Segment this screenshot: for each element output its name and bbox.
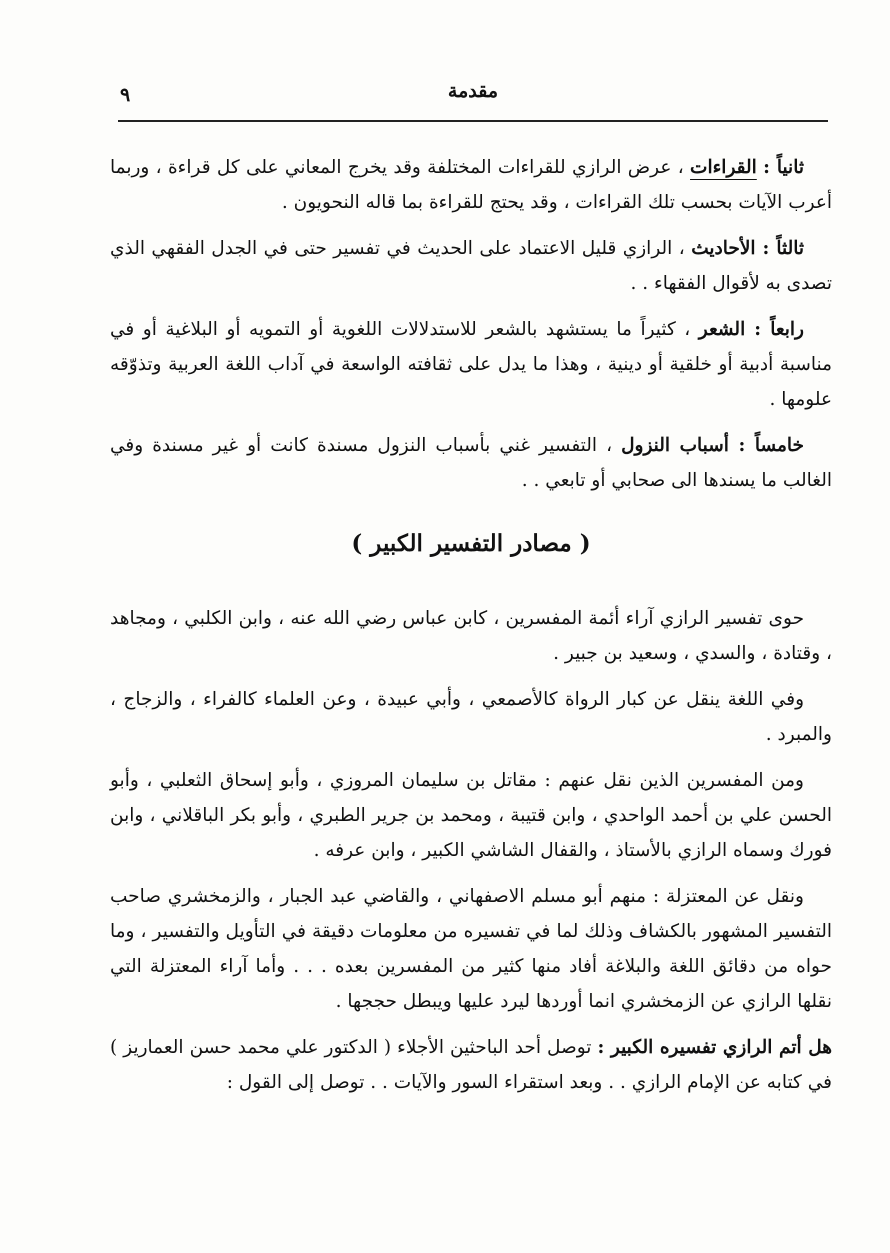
- paragraph-sources-mutazila: ونقل عن المعتزلة : منهم أبو مسلم الاصفهاني ، والقاضي عبد الجبار ، والزمخشري صاحب التفسير المشهور بالكشاف وذلك لما في تفسيره من معلومات دقيقة في التأويل والتفسير ، وما حواه من دقائق اللغة والبلاغة أفاد منها كثير من المفسرين بعده . . . وأما آراء المعتزلة التي نقلها الرازي عن الزمخشري انما أوردها ليرد عليها ويبطل حججها .: [110, 886, 832, 1012]
- paragraph-lead: هل أتم الرازي تفسيره الكبير :: [597, 1037, 832, 1058]
- underlined-term: القراءات: [690, 157, 757, 178]
- paragraph-sources-exegetes: ومن المفسرين الذين نقل عنهم : مقاتل بن سليمان المروزي ، وأبو إسحاق الثعلبي ، وأبو الحسن علي بن أحمد الواحدي ، وابن قتيبة ، ومحمد بن جرير الطبري ، وأبو بكر الباقلاني ، وابن فورك وسماه الرازي بالأستاذ ، والقفال الشاشي الكبير ، وابن عرفه .: [110, 770, 832, 861]
- paragraph-readings: [110, 150, 832, 220]
- header-rule: [118, 120, 828, 122]
- paragraph-text: توصل أحد الباحثين الأجلاء ( الدكتور علي محمد حسن العماريز ) في كتابه عن الإمام الرازي . . وبعد استقراء السور والآيات . . توصل إلى القول :: [110, 1037, 832, 1093]
- paragraph-sources-language: وفي اللغة ينقل عن كبار الرواة كالأصمعي ، وأبي عبيدة ، وعن العلماء كالفراء ، والزجاج ، والمبرد .: [110, 689, 832, 745]
- section-title: ( مصادر التفسير الكبير ): [351, 530, 591, 557]
- paragraph-lead: ثانياً :: [763, 157, 804, 178]
- page-header: [118, 76, 828, 122]
- paragraph-lead: ثالثاً : الأحاديث: [691, 238, 804, 259]
- paragraph-text: ، التفسير غني بأسباب النزول مسندة كانت أو غير مسندة وفي الغالب ما يسندها الى صحابي أو تابعي . .: [110, 435, 832, 491]
- paragraph-lead: خامساً : أسباب النزول: [621, 435, 804, 456]
- paragraph-text: ، كثيراً ما يستشهد بالشعر للاستدلالات اللغوية أو التمويه أو البلاغية أو في مناسبة أدبية أو خلقية أو دينية ، وهذا ما يدل على ثقافته الواسعة في آداب اللغة العربية وتذوّقه علومها .: [110, 319, 832, 410]
- paragraph-sources-commentators: حوى تفسير الرازي آراء أئمة المفسرين ، كابن عباس رضي الله عنه ، وابن الكلبي ، ومجاهد ، وقتادة ، والسدي ، وسعيد بن جبير .: [110, 608, 832, 664]
- paragraph-lead: رابعاً : الشعر: [698, 319, 804, 340]
- paragraph-text: ، الرازي قليل الاعتماد على الحديث في تفسير حتى في الجدل الفقهي الذي تصدى به لأقوال الفقهاء . .: [110, 238, 832, 294]
- running-title: مقدمة: [447, 80, 499, 102]
- paragraph-poetry: [110, 312, 832, 417]
- paragraph-revelation: [110, 428, 832, 498]
- paragraph-text: ، عرض الرازي للقراءات المختلفة وقد يخرج المعاني على كل قراءة ، وربما أعرب الآيات بحسب تلك القراءات ، وقد يحتج للقراءة بما قاله النحويون .: [110, 157, 832, 213]
- page-body: [110, 150, 832, 1111]
- page-number: ٩: [120, 84, 131, 106]
- paragraph-completion: [110, 1030, 832, 1100]
- paragraph-hadith: [110, 231, 832, 301]
